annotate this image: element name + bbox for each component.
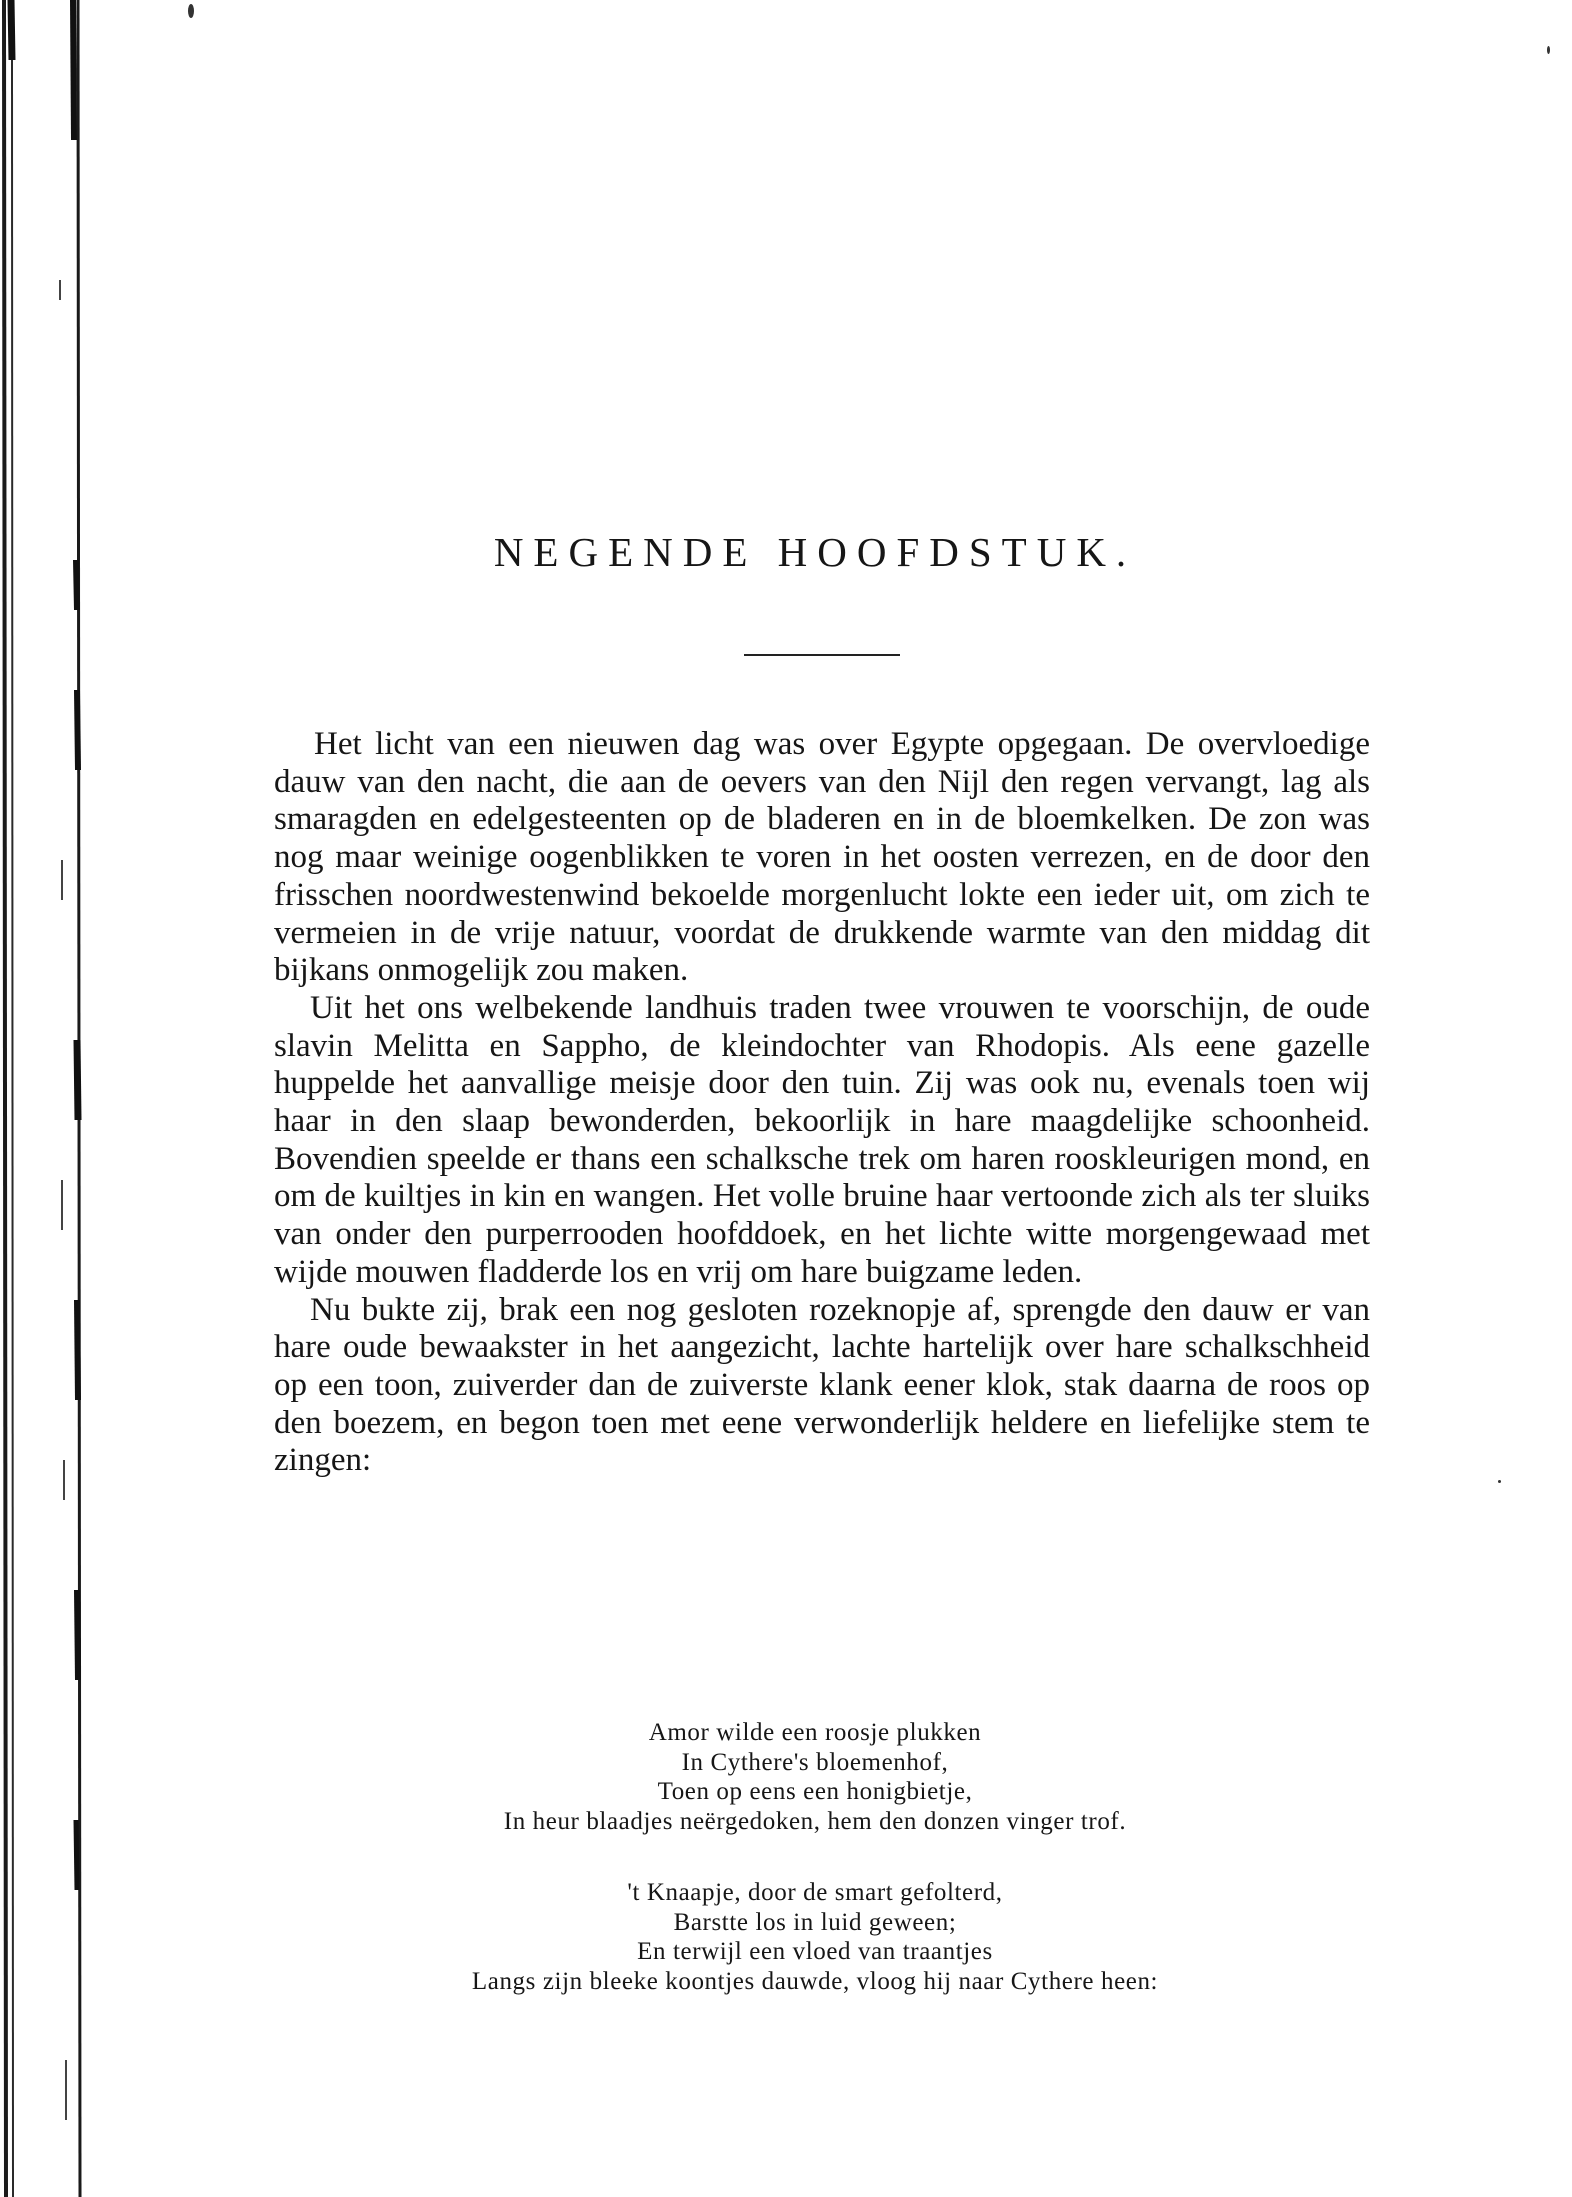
chapter-title: NEGENDE HOOFDSTUK. bbox=[493, 529, 1137, 575]
poem-line: Amor wilde een roosje plukken bbox=[648, 1719, 982, 1746]
ink-speck bbox=[1498, 1480, 1501, 1483]
poem-line: En terwijl een vloed van traantjes bbox=[637, 1938, 993, 1965]
poem-stanza-2 bbox=[300, 1878, 1330, 1996]
paragraph-2: Uit het ons welbekende landhuis traden twee vrouwen te voorschijn, de oude slavin Melitta en Sappho, de kleindochter van Rhodopis. Als eene gazelle huppelde het aanvallige meisje door den tuin. Zij was ook nu, evenals toen wij haar in den slaap bewonderden, bekoorlijk in hare maagdelijke schoonheid. Bovendien speelde er thans een schalksche trek om haren rooskleurigen mond, en om de kuiltjes in kin en wangen. Het volle bruine haar vertoonde zich als ter sluiks van onder den purperrooden hoofddoek, en het lichte witte morgengewaad met wijde mouwen fladderde los en vrij om hare buigzame leden. bbox=[274, 989, 1370, 1290]
ink-speck bbox=[1547, 46, 1550, 54]
chapter-body bbox=[274, 726, 1370, 1480]
poem-line: Barstte los in luid geween; bbox=[673, 1908, 957, 1936]
poem-line: In Cythere's bloemenhof, bbox=[681, 1748, 949, 1776]
ink-speck bbox=[188, 4, 194, 18]
paragraph-1: Het licht van een nieuwen dag was over Egypte opgegaan. De overvloedige dauw van den nacht, die aan de oevers van den Nijl den regen vervangt, lag als smaragden en edelgesteenten op de bladeren en in de bloemkelken. De zon was nog maar weinige oogenblikken te voren in het oosten verrezen, en de door den frisschen noordwestenwind bekoelde morgenlucht lokte een ieder uit, om zich te vermeien in de vrije natuur, voordat de drukkende warmte van den middag dit bijkans onmogelijk zou maken. bbox=[274, 726, 1370, 989]
title-divider bbox=[744, 654, 900, 656]
poem-line: Langs zijn bleeke koontjes dauwde, vloog hij naar Cythere heen: bbox=[471, 1967, 1159, 1995]
poem-stanza-1 bbox=[300, 1718, 1330, 1836]
poem-line: 't Knaapje, door de smart gefolterd, bbox=[627, 1879, 1003, 1906]
poem-line: Toen op eens een honigbietje, bbox=[657, 1778, 973, 1805]
paragraph-3: Nu bukte zij, brak een nog gesloten rozeknopje af, sprengde den dauw er van hare oude bewaakster in het aangezicht, lachte hartelijk over hare schalkschheid op een toon, zuiverder dan de zuiverste klank eener klok, stak daarna de roos op den boezem, en begon toen met eene verwonderlijk heldere en liefelijke stem te zingen: bbox=[274, 1291, 1370, 1479]
poem-line: In heur blaadjes neërgedoken, hem den donzen vinger trof. bbox=[503, 1807, 1127, 1835]
binding-edge-marks bbox=[0, 0, 96, 2197]
